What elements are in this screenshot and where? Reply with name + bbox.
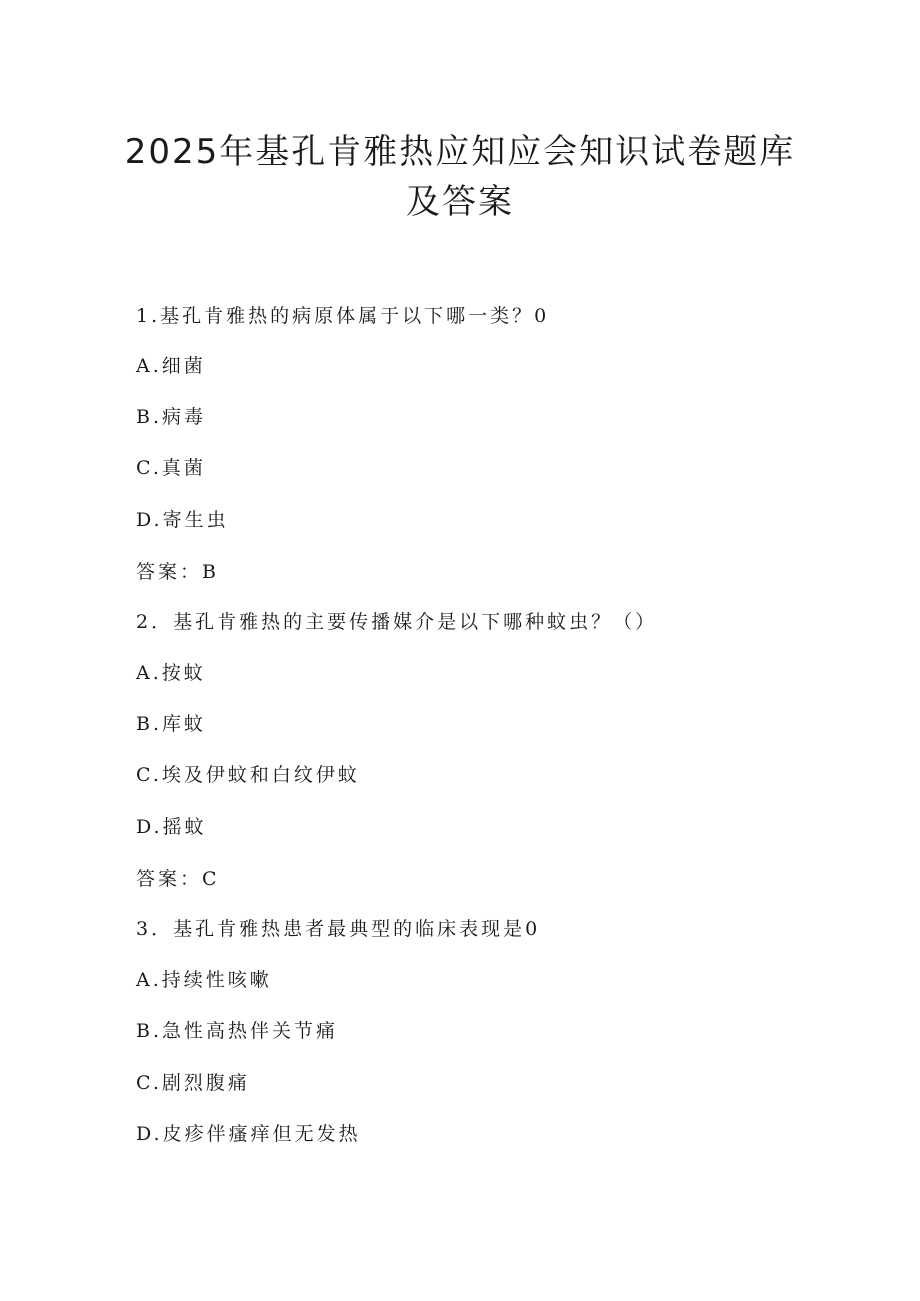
question-2-text: 2．基孔肯雅热的主要传播媒介是以下哪种蚊虫？（）: [136, 611, 658, 633]
question-1-text: 1.基孔肯雅热的病原体属于以下哪一类？0: [136, 305, 550, 327]
question-2-option-a: A.按蚊: [136, 662, 206, 684]
question-2-option-c: C.埃及伊蚊和白纹伊蚊: [136, 764, 360, 786]
question-2-option-d: D.摇蚊: [136, 816, 207, 838]
question-3-option-a: A.持续性咳嗽: [136, 969, 272, 991]
page-title-line-1: 2025年基孔肯雅热应知应会知识试卷题库: [124, 132, 796, 172]
question-3-option-d: D.皮疹伴瘙痒但无发热: [136, 1123, 361, 1145]
question-1-answer: 答案：B: [136, 561, 219, 583]
question-3-option-b: B.急性高热伴关节痛: [136, 1020, 339, 1042]
question-1-option-d: D.寄生虫: [136, 509, 229, 531]
question-2-answer: 答案：C: [136, 868, 220, 890]
question-3-option-c: C.剧烈腹痛: [136, 1072, 250, 1094]
question-3-text: 3．基孔肯雅热患者最典型的临床表现是0: [136, 918, 541, 940]
question-2-option-b: B.库蚊: [136, 713, 207, 735]
question-1-option-b: B.病毒: [136, 406, 207, 428]
question-1-option-c: C.真菌: [136, 457, 206, 479]
page-title-line-2: 及答案: [406, 182, 514, 222]
question-1-option-a: A.细菌: [136, 355, 206, 377]
